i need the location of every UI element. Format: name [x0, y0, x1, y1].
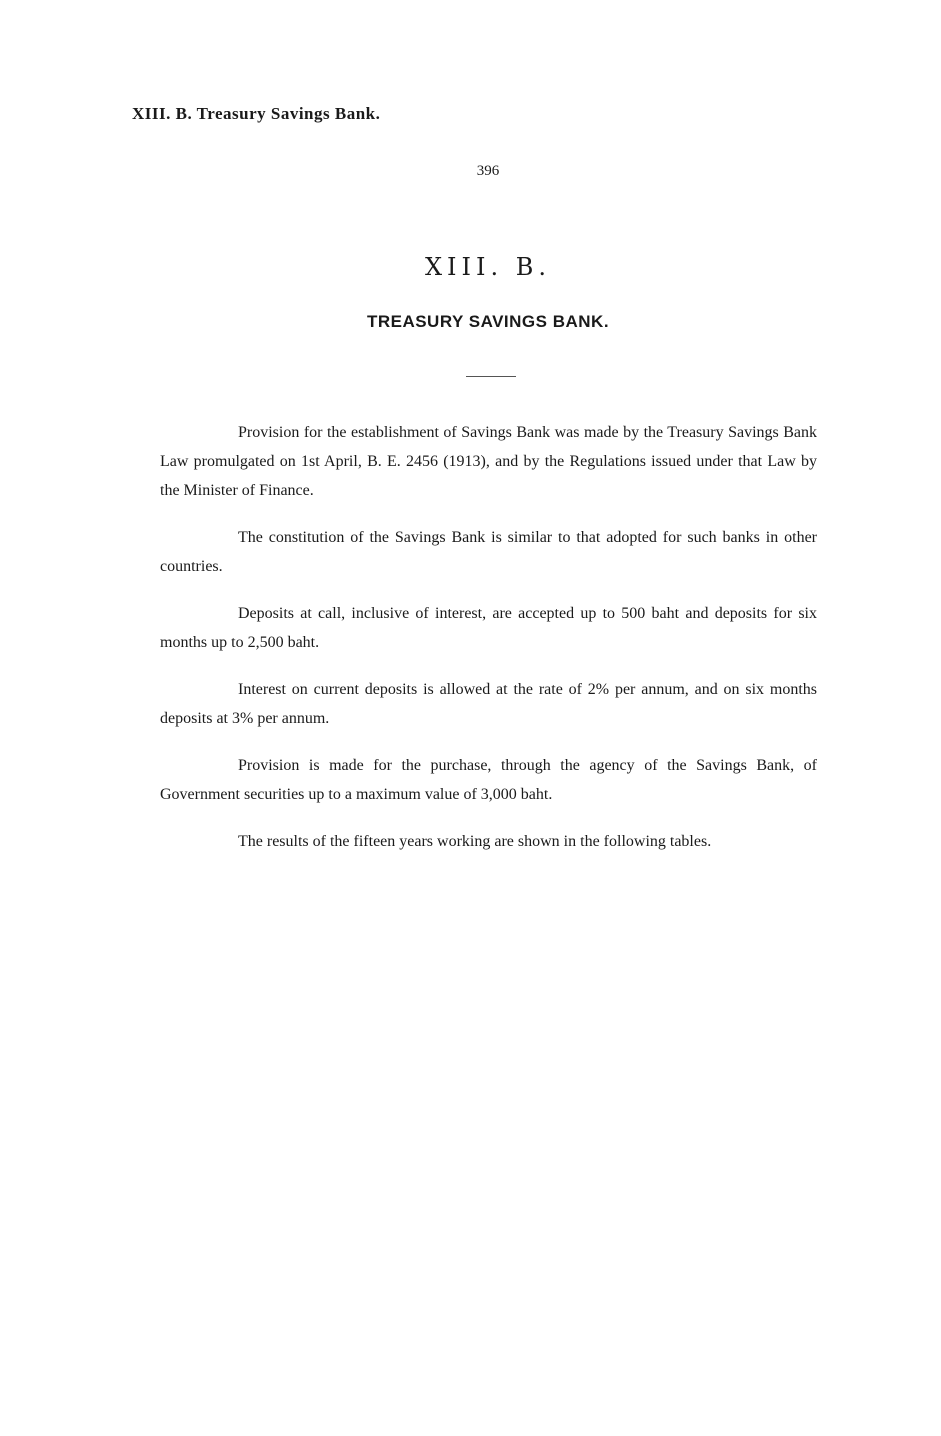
body-text	[160, 418, 817, 874]
section-title: TREASURY SAVINGS BANK.	[366, 312, 610, 331]
paragraph-results: The results of the fifteen years working are shown in the following tables.	[238, 833, 712, 850]
paragraph-constitution: The constitution of the Savings Bank is similar to that adopted for such banks in other countries.	[160, 529, 817, 575]
divider-rule	[466, 376, 516, 377]
section-number: XIII. B.	[424, 253, 552, 281]
running-head: XIII. B. Treasury Savings Bank.	[132, 104, 381, 123]
paragraph-establishment: Provision for the establishment of Savings Bank was made by the Treasury Savings Bank Law promulgated on 1st April, B. E. 2456 (1913), and by the Regulations issued under that Law by the Minister of Finance.	[160, 424, 817, 499]
paragraph-deposits: Deposits at call, inclusive of interest, are accepted up to 500 baht and deposits for six months up to 2,500 baht.	[160, 605, 817, 651]
paragraph-securities: Provision is made for the purchase, through the agency of the Savings Bank, of Government securities up to a maximum value of 3,000 baht.	[160, 757, 817, 803]
page-number: 396	[476, 163, 500, 179]
paragraph-interest: Interest on current deposits is allowed at the rate of 2% per annum, and on six months deposits at 3% per annum.	[160, 681, 817, 727]
